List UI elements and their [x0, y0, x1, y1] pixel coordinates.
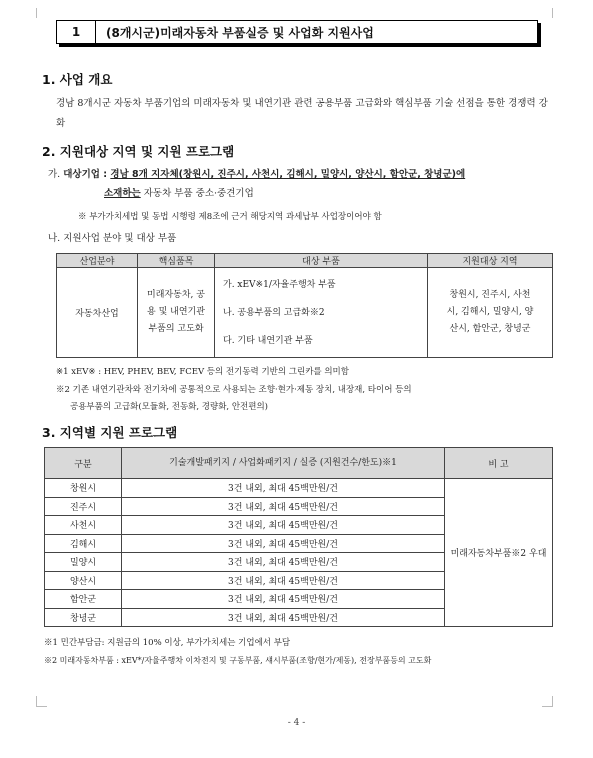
region-cell: 창녕군	[45, 608, 122, 627]
heading-overview: 1. 사업 개요	[42, 72, 113, 87]
section-number: 1	[57, 21, 96, 43]
section-title-box	[56, 20, 538, 44]
support-cell: 3건 내외, 최대 45백만원/건	[122, 497, 445, 516]
target-company-line	[48, 166, 465, 184]
table-header: 지원대상 지역	[428, 254, 553, 268]
footnote: ※1 xEV※ : HEV, PHEV, BEV, FCEV 등의 전기동력 기반의 그린카를 의미함	[56, 367, 349, 377]
support-field-table	[56, 253, 553, 358]
support-cell: 3건 내외, 최대 45백만원/건	[122, 608, 445, 627]
support-cell: 3건 내외, 최대 45백만원/건	[122, 534, 445, 553]
table-header: 대상 부품	[215, 254, 428, 268]
table-header: 산업분야	[57, 254, 138, 268]
footnote: ※1 민간부담금: 지원금의 10% 이상, 부가가치세는 기업에서 부담	[44, 638, 291, 648]
parts-cell	[215, 268, 428, 358]
industry-cell: 자동차산업	[57, 268, 138, 358]
target-label: 대상기업 :	[63, 169, 111, 180]
support-cell: 3건 내외, 최대 45백만원/건	[122, 516, 445, 535]
region-cell: 밀양시	[45, 553, 122, 572]
tax-note: ※ 부가가치세법 및 동법 시행령 제8조에 근거 해당지역 과세납부 사업장이어야 함	[78, 212, 382, 222]
corner-mark	[542, 8, 553, 18]
region-cell: 함안군	[45, 590, 122, 609]
part-item: 다. 기타 내연기관 부품	[223, 335, 313, 346]
support-cell: 3건 내외, 최대 45백만원/건	[122, 590, 445, 609]
core-items-cell: 미래자동차, 공용 및 내연기관 부품의 고도화	[138, 268, 215, 358]
support-cell: 3건 내외, 최대 45백만원/건	[122, 571, 445, 590]
regional-program-table	[44, 447, 553, 627]
region-cell: 진주시	[45, 497, 122, 516]
corner-mark	[36, 8, 47, 18]
table-header: 비 고	[445, 448, 553, 479]
corner-mark	[542, 696, 553, 707]
support-cell: 3건 내외, 최대 45백만원/건	[122, 479, 445, 498]
region-cell: 사천시	[45, 516, 122, 535]
remark-cell: 미래자동차부품※2 우대	[445, 479, 553, 627]
heading-target: 2. 지원대상 지역 및 지원 프로그램	[42, 144, 235, 159]
region-cell: 양산시	[45, 571, 122, 590]
target-regions: 경남 8개 지자체(창원시, 진주시, 사천시, 김해시, 밀양시, 양산시, 함안군, 창녕군)에	[110, 169, 466, 180]
support-cell: 3건 내외, 최대 45백만원/건	[122, 553, 445, 572]
table-header: 핵심품목	[138, 254, 215, 268]
target-rest: 자동차 부품 중소·중견기업	[140, 188, 254, 199]
table-header: 기술개발패키지 / 사업화패키지 / 실증 (지원건수/한도)※1	[122, 448, 445, 479]
section-title: (8개시군)미래자동차 부품실증 및 사업화 지원사업	[106, 25, 374, 40]
part-item: 나. 공용부품의 고급화※2	[223, 307, 325, 318]
table-header: 구분	[45, 448, 122, 479]
footnote: ※2 미래자동차부품 : xEV*/자율주행차 이차전지 및 구동부품, 섀시부품(조향/현가/제동), 전장부품등의 고도화	[44, 656, 432, 665]
sub-heading-parts: 나. 지원사업 분야 및 대상 부품	[48, 233, 177, 244]
item-prefix: 가.	[48, 169, 64, 180]
region-cell: 창원시	[45, 479, 122, 498]
regions-cell: 창원시, 진주시, 사천시, 김해시, 밀양시, 양산시, 함안군, 창녕군	[428, 268, 553, 358]
footnote: ※2 기존 내연기관차와 전기차에 공통적으로 사용되는 조향·현가·제동 장치, 내장재, 타이어 등의	[56, 385, 412, 395]
page-number: - 4 -	[287, 718, 306, 728]
heading-regional: 3. 지역별 지원 프로그램	[42, 425, 178, 440]
corner-mark	[36, 696, 47, 707]
table-row	[45, 479, 553, 498]
target-company-line2	[104, 185, 254, 199]
overview-text: 경남 8개시군 자동차 부품기업의 미래자동차 및 내연기관 관련 공용부품 고급화와 핵심부품 기술 선점을 통한 경쟁력 강화	[56, 98, 548, 129]
target-located: 소재하는	[104, 188, 141, 199]
region-cell: 김해시	[45, 534, 122, 553]
part-item: 가. xEV※1/자율주행차 부품	[223, 279, 336, 290]
footnote: 공용부품의 고급화(모듈화, 전동화, 경량화, 안전편의)	[70, 402, 268, 412]
